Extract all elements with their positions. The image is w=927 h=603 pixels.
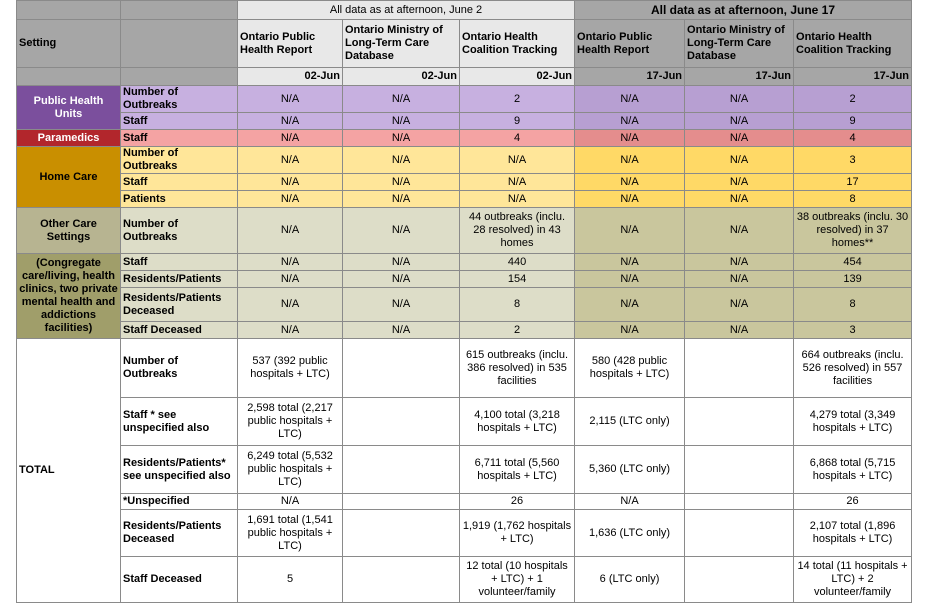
row-label: Number of Outbreaks — [121, 147, 238, 174]
source-header: Ontario Public Health Report — [575, 20, 685, 68]
row-label: Staff — [121, 130, 238, 147]
data-cell: 1,691 total (1,541 public hospitals + LTC) — [238, 510, 343, 557]
source-header: Ontario Ministry of Long-Term Care Database — [685, 20, 794, 68]
data-cell: 8 — [794, 191, 912, 208]
source-header: Ontario Health Coalition Tracking — [460, 20, 575, 68]
data-cell: 9 — [460, 113, 575, 130]
data-cell: N/A — [238, 254, 343, 271]
data-cell — [343, 398, 460, 446]
data-cell — [343, 339, 460, 398]
data-cell: N/A — [685, 271, 794, 288]
data-cell: N/A — [238, 288, 343, 322]
data-cell: N/A — [685, 208, 794, 254]
data-cell: N/A — [343, 113, 460, 130]
data-cell: N/A — [575, 174, 685, 191]
data-cell: N/A — [238, 130, 343, 147]
data-cell — [343, 510, 460, 557]
data-cell: N/A — [343, 191, 460, 208]
row-label: Staff — [121, 254, 238, 271]
data-cell — [685, 398, 794, 446]
setting-header: Setting — [17, 20, 121, 68]
setting-header-cont — [17, 68, 121, 86]
data-cell: N/A — [685, 254, 794, 271]
data-cell: 2,107 total (1,896 hospitals + LTC) — [794, 510, 912, 557]
data-cell: N/A — [238, 174, 343, 191]
data-cell: 38 outbreaks (inclu. 30 resolved) in 37 homes** — [794, 208, 912, 254]
data-cell: 26 — [460, 494, 575, 510]
date-header: 17-Jun — [575, 68, 685, 86]
data-cell: 8 — [794, 288, 912, 322]
data-cell: N/A — [685, 113, 794, 130]
data-cell: N/A — [343, 147, 460, 174]
data-cell: 580 (428 public hospitals + LTC) — [575, 339, 685, 398]
row-label: Residents/Patients* see unspecified also — [121, 446, 238, 494]
data-cell: 615 outbreaks (inclu. 386 resolved) in 535 facilities — [460, 339, 575, 398]
data-cell — [685, 494, 794, 510]
covid-data-table — [16, 0, 912, 603]
data-cell: 4,100 total (3,218 hospitals + LTC) — [460, 398, 575, 446]
row-label: Residents/Patients — [121, 271, 238, 288]
data-cell: 2,115 (LTC only) — [575, 398, 685, 446]
data-cell: N/A — [343, 271, 460, 288]
row-label: Number of Outbreaks — [121, 86, 238, 113]
data-cell: N/A — [575, 113, 685, 130]
data-cell: 3 — [794, 147, 912, 174]
section-other-care-detail: (Congregate care/living, health clinics, two private mental health and addictions facilities) — [17, 254, 121, 339]
data-cell: 664 outbreaks (inclu. 526 resolved) in 557 facilities — [794, 339, 912, 398]
data-cell: N/A — [460, 191, 575, 208]
data-cell: N/A — [575, 254, 685, 271]
data-cell: 1,919 (1,762 hospitals + LTC) — [460, 510, 575, 557]
row-label: Residents/Patients Deceased — [121, 510, 238, 557]
row-label-header — [121, 20, 238, 68]
row-label: Residents/Patients Deceased — [121, 288, 238, 322]
data-cell: 5 — [238, 557, 343, 603]
data-cell: 2 — [460, 86, 575, 113]
data-cell: 2,598 total (2,217 public hospitals + LTC) — [238, 398, 343, 446]
data-cell: N/A — [575, 147, 685, 174]
data-cell: N/A — [238, 191, 343, 208]
date-header: 02-Jun — [343, 68, 460, 86]
data-cell — [685, 510, 794, 557]
data-cell: N/A — [685, 130, 794, 147]
data-cell — [685, 557, 794, 603]
data-cell: N/A — [685, 86, 794, 113]
data-cell: N/A — [685, 288, 794, 322]
date-header: 02-Jun — [238, 68, 343, 86]
data-cell: 4,279 total (3,349 hospitals + LTC) — [794, 398, 912, 446]
row-label: Patients — [121, 191, 238, 208]
data-cell: N/A — [238, 113, 343, 130]
source-header: Ontario Public Health Report — [238, 20, 343, 68]
data-cell: 5,360 (LTC only) — [575, 446, 685, 494]
row-label-header — [121, 68, 238, 86]
source-header: Ontario Health Coalition Tracking — [794, 20, 912, 68]
row-label: Staff * see unspecified also — [121, 398, 238, 446]
data-cell: 440 — [460, 254, 575, 271]
data-cell: N/A — [238, 494, 343, 510]
data-cell: 2 — [460, 322, 575, 339]
corner-cell — [121, 1, 238, 20]
data-cell — [343, 494, 460, 510]
section-paramedics: Paramedics — [17, 130, 121, 147]
data-cell: N/A — [238, 147, 343, 174]
date-header: 02-Jun — [460, 68, 575, 86]
data-cell: 2 — [794, 86, 912, 113]
row-label: Staff Deceased — [121, 322, 238, 339]
data-cell: N/A — [343, 322, 460, 339]
row-label: Staff — [121, 113, 238, 130]
data-cell: N/A — [575, 208, 685, 254]
data-cell: N/A — [343, 130, 460, 147]
data-cell: 6,711 total (5,560 hospitals + LTC) — [460, 446, 575, 494]
data-cell: N/A — [238, 271, 343, 288]
data-cell: N/A — [460, 147, 575, 174]
data-cell: N/A — [343, 254, 460, 271]
data-cell: 154 — [460, 271, 575, 288]
data-cell — [343, 557, 460, 603]
data-cell: N/A — [575, 86, 685, 113]
group-header-june17: All data as at afternoon, June 17 — [575, 1, 912, 20]
data-cell — [343, 446, 460, 494]
row-label: Number of Outbreaks — [121, 208, 238, 254]
data-cell: N/A — [343, 208, 460, 254]
row-label: *Unspecified — [121, 494, 238, 510]
data-cell: 26 — [794, 494, 912, 510]
group-header-june2: All data as at afternoon, June 2 — [238, 1, 575, 20]
date-header: 17-Jun — [794, 68, 912, 86]
data-cell: N/A — [238, 208, 343, 254]
data-cell: N/A — [575, 322, 685, 339]
corner-cell — [17, 1, 121, 20]
data-cell: N/A — [685, 174, 794, 191]
data-cell: N/A — [685, 191, 794, 208]
section-public-health: Public Health Units — [17, 86, 121, 130]
data-cell: 44 outbreaks (inclu. 28 resolved) in 43 homes — [460, 208, 575, 254]
data-cell: N/A — [575, 191, 685, 208]
data-cell: 4 — [794, 130, 912, 147]
data-cell: N/A — [575, 494, 685, 510]
section-other-care: Other Care Settings — [17, 208, 121, 254]
data-cell: 6,249 total (5,532 public hospitals + LTC) — [238, 446, 343, 494]
data-cell: 139 — [794, 271, 912, 288]
data-cell: 12 total (10 hospitals + LTC) + 1 volunteer/family — [460, 557, 575, 603]
data-cell: 3 — [794, 322, 912, 339]
data-cell: N/A — [238, 86, 343, 113]
section-total: TOTAL — [17, 339, 121, 603]
data-cell: 8 — [460, 288, 575, 322]
data-cell: N/A — [685, 147, 794, 174]
row-label: Staff — [121, 174, 238, 191]
data-cell: N/A — [685, 322, 794, 339]
row-label: Number of Outbreaks — [121, 339, 238, 398]
source-header: Ontario Ministry of Long-Term Care Database — [343, 20, 460, 68]
data-cell: 9 — [794, 113, 912, 130]
data-cell: 14 total (11 hospitals + LTC) + 2 volunteer/family — [794, 557, 912, 603]
data-cell: N/A — [575, 130, 685, 147]
date-header: 17-Jun — [685, 68, 794, 86]
data-cell: N/A — [460, 174, 575, 191]
data-cell: N/A — [343, 288, 460, 322]
row-label: Staff Deceased — [121, 557, 238, 603]
data-cell: 454 — [794, 254, 912, 271]
data-cell: 1,636 (LTC only) — [575, 510, 685, 557]
data-cell: 4 — [460, 130, 575, 147]
data-cell: 6 (LTC only) — [575, 557, 685, 603]
data-cell — [685, 446, 794, 494]
data-cell: 6,868 total (5,715 hospitals + LTC) — [794, 446, 912, 494]
data-cell: 17 — [794, 174, 912, 191]
data-cell: N/A — [343, 174, 460, 191]
section-home-care: Home Care — [17, 147, 121, 208]
data-cell: N/A — [343, 86, 460, 113]
data-cell: N/A — [575, 271, 685, 288]
data-cell: N/A — [575, 288, 685, 322]
data-cell — [685, 339, 794, 398]
data-cell: N/A — [238, 322, 343, 339]
data-cell: 537 (392 public hospitals + LTC) — [238, 339, 343, 398]
